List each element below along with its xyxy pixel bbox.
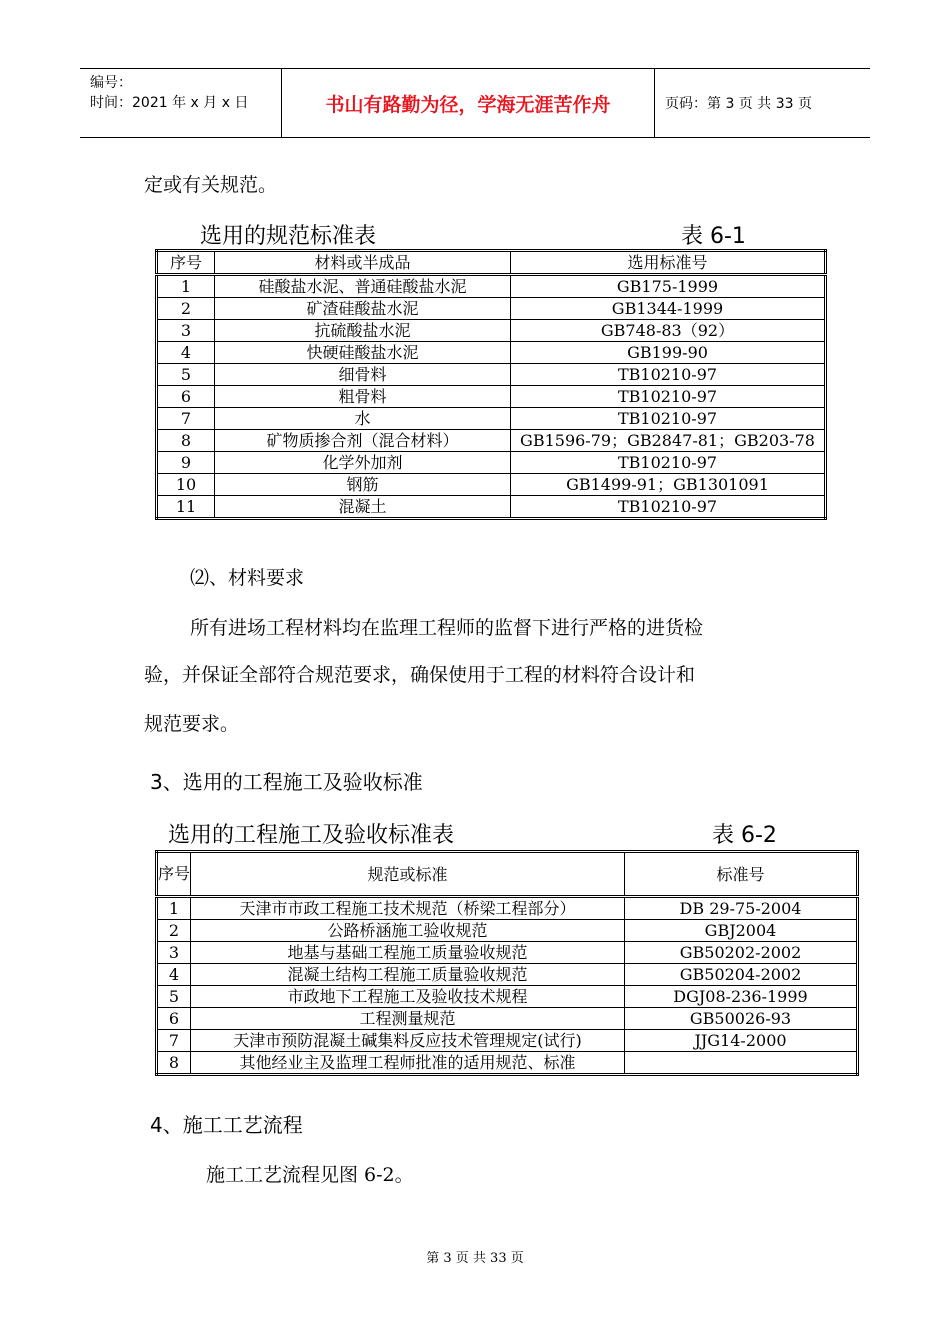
material-requirements-heading: ⑵、材料要求: [190, 567, 305, 589]
material-requirements-line-3: 规范要求。: [144, 713, 240, 735]
table-cell: 6: [157, 1008, 191, 1030]
table-cell: 7: [157, 408, 215, 430]
header-meta: [80, 69, 282, 137]
table-cell: 混凝土: [215, 496, 511, 519]
table-cell: 水: [215, 408, 511, 430]
table-cell: 3: [157, 942, 191, 964]
table2-number: 表 6-2: [712, 823, 777, 848]
table1-header-cell: 序号: [157, 251, 215, 275]
header-page-info: 页码：第 3 页 共 33 页: [665, 96, 812, 112]
section-4-text: 施工工艺流程见图 6-2。: [206, 1164, 414, 1186]
table-row: [157, 364, 826, 386]
material-requirements-line-2: 验，并保证全部符合规范要求，确保使用于工程的材料符合设计和: [144, 664, 696, 686]
table-cell: 公路桥涵施工验收规范: [191, 920, 625, 942]
page-footer: 第 3 页 共 33 页: [426, 1251, 524, 1266]
table-row: [157, 1030, 858, 1052]
table-cell: GB748-83（92）: [511, 320, 826, 342]
table-cell: 硅酸盐水泥、普通硅酸盐水泥: [215, 275, 511, 298]
table-cell: GB1499-91；GB1301091: [511, 474, 826, 496]
table-cell: 抗硫酸盐水泥: [215, 320, 511, 342]
table-row: [157, 920, 858, 942]
table-cell: 8: [157, 430, 215, 452]
table-row: [157, 452, 826, 474]
standards-table-2: [155, 850, 859, 1076]
table-cell: 4: [157, 964, 191, 986]
table-row: [157, 986, 858, 1008]
table-row: [157, 1008, 858, 1030]
table-cell: TB10210-97: [511, 496, 826, 519]
table-cell: 8: [157, 1052, 191, 1075]
table-cell: DB 29-75-2004: [625, 897, 858, 920]
table2-header-cell: 序号: [157, 852, 191, 897]
table-cell: 天津市预防混凝土碱集料反应技术管理规定(试行): [191, 1030, 625, 1052]
table-cell: 钢筋: [215, 474, 511, 496]
table1-header-cell: 选用标准号: [511, 251, 826, 275]
table-cell: TB10210-97: [511, 386, 826, 408]
table-cell: 5: [157, 364, 215, 386]
table-row: [157, 1052, 858, 1075]
section-3-title: 3、选用的工程施工及验收标准: [150, 770, 423, 794]
table-cell: 1: [157, 897, 191, 920]
table-cell: 5: [157, 986, 191, 1008]
table2-header-cell: 标准号: [625, 852, 858, 897]
table1-caption: 选用的规范标准表: [200, 224, 377, 249]
table-row: [157, 430, 826, 452]
table-cell: TB10210-97: [511, 452, 826, 474]
table2-header-row: [157, 852, 858, 897]
table-cell: GB199-90: [511, 342, 826, 364]
table-cell: 工程测量规范: [191, 1008, 625, 1030]
table-row: [157, 496, 826, 519]
table-cell: 天津市市政工程施工技术规范（桥梁工程部分）: [191, 897, 625, 920]
table-cell: 化学外加剂: [215, 452, 511, 474]
table-row: [157, 942, 858, 964]
table-cell: 3: [157, 320, 215, 342]
table-row: [157, 964, 858, 986]
intro-text-tail: 定或有关规范。: [144, 174, 278, 196]
table-cell: 7: [157, 1030, 191, 1052]
header-slogan: 书山有路勤为径，学海无涯苦作舟: [282, 69, 655, 137]
table-cell: [625, 1052, 858, 1075]
table-row: [157, 897, 858, 920]
table1-header-cell: 材料或半成品: [215, 251, 511, 275]
table2-caption: 选用的工程施工及验收标准表: [168, 823, 455, 848]
table-cell: 市政地下工程施工及验收技术规程: [191, 986, 625, 1008]
table-cell: JJG14-2000: [625, 1030, 858, 1052]
table-cell: GB175-1999: [511, 275, 826, 298]
table-cell: 快硬硅酸盐水泥: [215, 342, 511, 364]
table-cell: 地基与基础工程施工质量验收规范: [191, 942, 625, 964]
table-cell: 矿渣硅酸盐水泥: [215, 298, 511, 320]
table-cell: 细骨料: [215, 364, 511, 386]
table-cell: 6: [157, 386, 215, 408]
table-cell: 2: [157, 298, 215, 320]
table1-header-row: [157, 251, 826, 275]
table-cell: 混凝土结构工程施工质量验收规范: [191, 964, 625, 986]
table-cell: 其他经业主及监理工程师批准的适用规范、标准: [191, 1052, 625, 1075]
section-4-title: 4、施工工艺流程: [150, 1113, 303, 1137]
table-row: [157, 275, 826, 298]
table-cell: 2: [157, 920, 191, 942]
table-cell: 1: [157, 275, 215, 298]
table1-number: 表 6-1: [681, 224, 746, 249]
table-cell: 11: [157, 496, 215, 519]
table-row: [157, 408, 826, 430]
table2-header-cell: 规范或标准: [191, 852, 625, 897]
table-row: [157, 320, 826, 342]
material-requirements-line-1: 所有进场工程材料均在监理工程师的监督下进行严格的进货检: [190, 617, 704, 639]
table-cell: GB1344-1999: [511, 298, 826, 320]
table-cell: 10: [157, 474, 215, 496]
document-number-label: 编号：: [90, 75, 132, 91]
table-cell: GB50026-93: [625, 1008, 858, 1030]
table-cell: 粗骨料: [215, 386, 511, 408]
table-cell: 4: [157, 342, 215, 364]
table-row: [157, 474, 826, 496]
page-header: [80, 68, 870, 138]
table-cell: TB10210-97: [511, 364, 826, 386]
table-cell: GB50204-2002: [625, 964, 858, 986]
table-cell: 9: [157, 452, 215, 474]
table-cell: GB1596-79；GB2847-81；GB203-78: [511, 430, 826, 452]
standards-table-1: [155, 249, 827, 520]
table-row: [157, 298, 826, 320]
table-cell: DGJ08-236-1999: [625, 986, 858, 1008]
table-cell: GBJ2004: [625, 920, 858, 942]
table-row: [157, 342, 826, 364]
table-cell: GB50202-2002: [625, 942, 858, 964]
table-cell: 矿物质掺合剂（混合材料）: [215, 430, 511, 452]
document-time-label: 时间：2021 年 x 月 x 日: [90, 95, 249, 111]
table-row: [157, 386, 826, 408]
table-cell: TB10210-97: [511, 408, 826, 430]
